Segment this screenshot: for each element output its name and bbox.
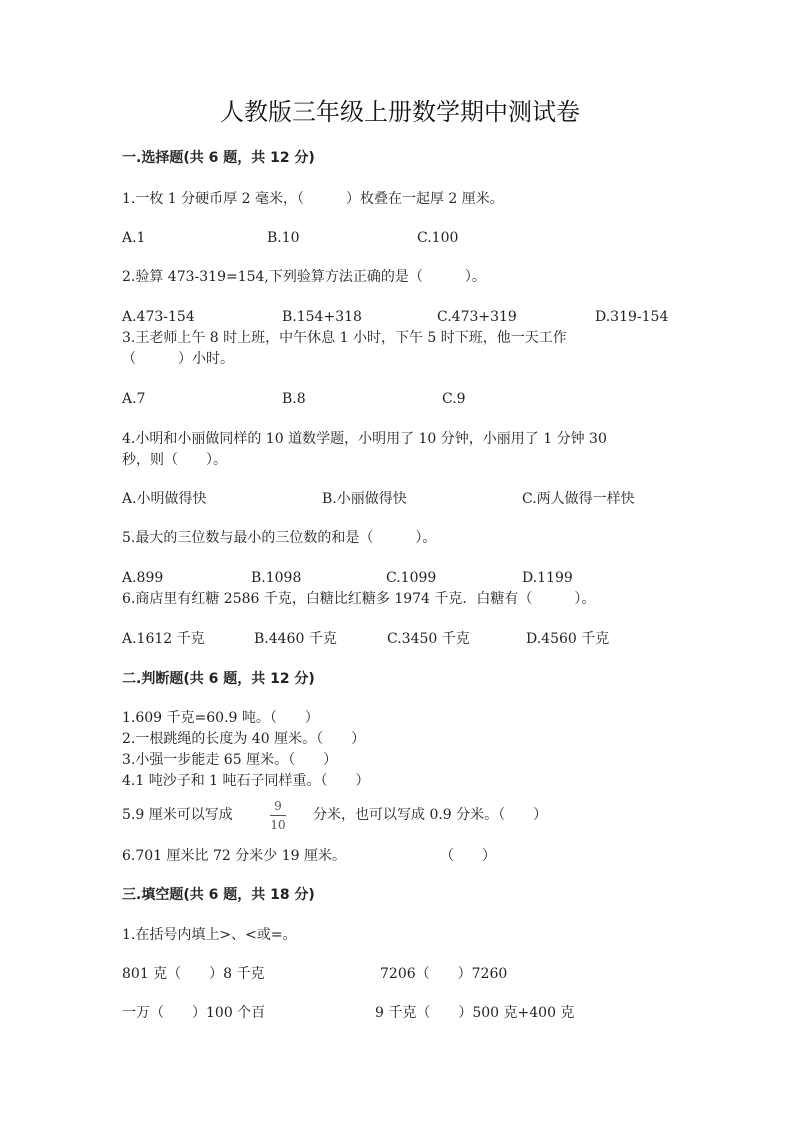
option-1-5-c: C.1099: [386, 570, 437, 586]
option-1-2-b: B.154+318: [282, 309, 362, 325]
judge-item-4: 4.1 吨沙子和 1 吨石子同样重。（ ）: [122, 773, 370, 789]
option-1-2-d: D.319-154: [595, 309, 669, 325]
fill-1-row1-right: 7206（ ）7260: [380, 966, 508, 982]
page-title: 人教版三年级上册数学期中测试卷: [220, 98, 580, 126]
question-1-3-line1: 3.王老师上午 8 时上班，中午休息 1 小时，下午 5 时下班，他一天工作: [122, 330, 567, 346]
option-1-6-c: C.3450 千克: [387, 631, 470, 647]
section-2-heading: 二.判断题(共 6 题，共 12 分): [122, 671, 315, 687]
section-3-heading: 三.填空题(共 6 题，共 18 分): [122, 887, 315, 903]
judge-item-1: 1.609 千克=60.9 吨。（ ）: [122, 710, 319, 726]
fraction-denominator: 10: [270, 818, 286, 832]
option-1-4-c: C.两人做得一样快: [522, 491, 635, 507]
option-1-6-d: D.4560 千克: [526, 631, 610, 647]
judge-item-2: 2.一根跳绳的长度为 40 厘米。（ ）: [122, 731, 366, 747]
option-1-6-a: A.1612 千克: [122, 631, 205, 647]
fill-1-row1-left: 801 克（ ）8 千克: [122, 966, 265, 982]
option-1-5-d: D.1199: [522, 570, 573, 586]
option-1-2-c: C.473+319: [437, 309, 517, 325]
option-1-2-a: A.473-154: [122, 309, 195, 325]
fill-1-row2-right: 9 千克（ ）500 克+400 克: [375, 1005, 575, 1021]
judge-item-5-before: 5.9 厘米可以写成: [122, 807, 233, 823]
fraction-bar: [270, 815, 286, 816]
option-1-1-b: B.10: [267, 230, 300, 246]
judge-item-6: 6.701 厘米比 72 分米少 19 厘米。: [122, 848, 346, 864]
option-1-3-b: B.8: [282, 391, 306, 407]
option-1-3-a: A.7: [122, 391, 146, 407]
option-1-5-a: A.899: [122, 570, 164, 586]
option-1-6-b: B.4460 千克: [254, 631, 337, 647]
question-1-5: 5.最大的三位数与最小的三位数的和是（ ）。: [122, 530, 437, 546]
option-1-1-a: A.1: [122, 230, 146, 246]
question-1-2: 2.验算 473-319=154,下列验算方法正确的是（ ）。: [122, 269, 486, 285]
option-1-1-c: C.100: [417, 230, 459, 246]
fraction-nine-tenths: [270, 799, 286, 832]
question-1-1: 1.一枚 1 分硬币厚 2 毫米，（ ）枚叠在一起厚 2 厘米。: [122, 191, 504, 207]
judge-item-6-blank: （ ）: [440, 848, 496, 864]
question-1-4-line1: 4.小明和小丽做同样的 10 道数学题，小明用了 10 分钟，小丽用了 1 分钟 30: [122, 431, 607, 447]
fraction-numerator: 9: [274, 799, 282, 813]
option-1-4-a: A.小明做得快: [122, 491, 207, 507]
judge-item-3: 3.小强一步能走 65 厘米。（ ）: [122, 752, 338, 768]
option-1-4-b: B.小丽做得快: [322, 491, 407, 507]
fill-1-row2-left: 一万（ ）100 个百: [122, 1005, 266, 1021]
option-1-5-b: B.1098: [251, 570, 302, 586]
question-1-3-line2: （ ）小时。: [122, 351, 234, 367]
section-1-heading: 一.选择题(共 6 题，共 12 分): [122, 150, 315, 166]
question-1-6: 6.商店里有红糖 2586 千克，白糖比红糖多 1974 千克．白糖有（ ）。: [122, 591, 596, 607]
judge-item-5-after: 分米，也可以写成 0.9 分米。（ ）: [313, 807, 548, 823]
option-1-3-c: C.9: [442, 391, 466, 407]
question-1-4-line2: 秒，则（ ）。: [122, 452, 227, 468]
fill-question-1: 1.在括号内填上>、<或=。: [122, 927, 297, 943]
